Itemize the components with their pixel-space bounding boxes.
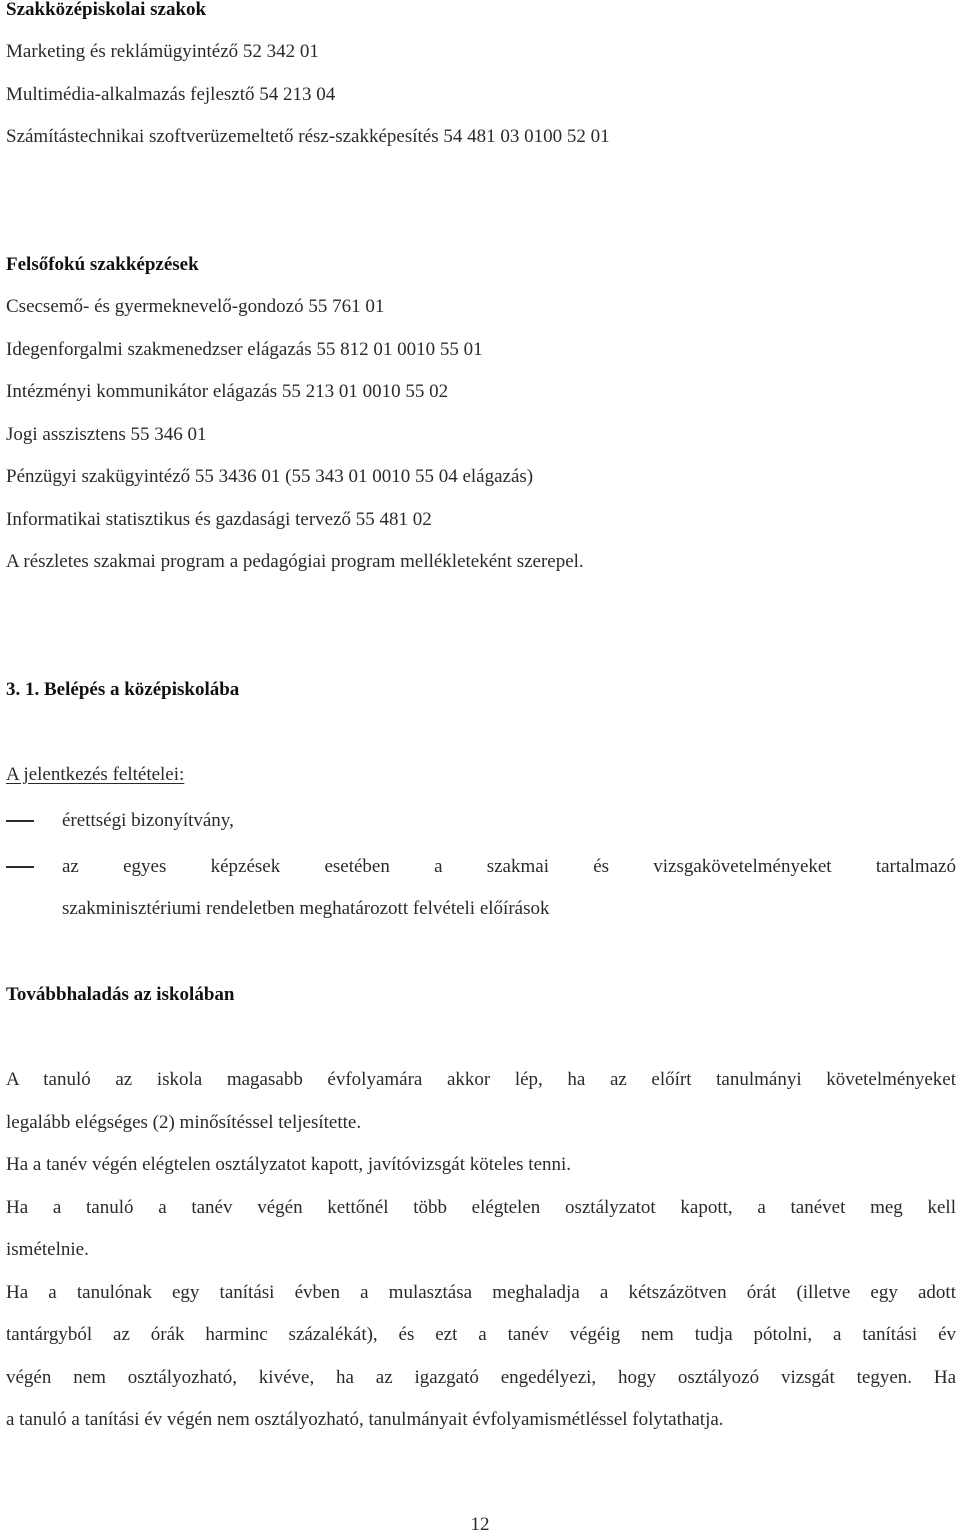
dash-bullet-icon xyxy=(6,820,34,822)
list-item: Jogi asszisztens 55 346 01 xyxy=(6,424,207,445)
list-item: Intézményi kommunikátor elágazás 55 213 01 0010 55 02 xyxy=(6,381,449,402)
list-item: Pénzügyi szakügyintéző 55 3436 01 (55 343 01 0010 55 04 elágazás) xyxy=(6,466,534,487)
paragraph-line: ismételnie. xyxy=(6,1239,89,1260)
conditions-label: A jelentkezés feltételei: xyxy=(6,764,185,785)
section-heading-higher: Felsőfokú szakképzések xyxy=(6,254,199,275)
list-item: A részletes szakmai program a pedagógiai program mellékleteként szerepel. xyxy=(6,551,584,572)
paragraph-line: A tanuló az iskola magasabb évfolyamára akkor lép, ha az előírt tanulmányi követelményeket xyxy=(6,1069,956,1090)
list-item: Multimédia-alkalmazás fejlesztő 54 213 04 xyxy=(6,84,336,105)
paragraph-line: Ha a tanulónak egy tanítási évben a mulasztása meghaladja a kétszázötven órát (illetve egy adott xyxy=(6,1282,956,1303)
paragraph-line: Ha a tanuló a tanév végén kettőnél több elégtelen osztályzatot kapott, a tanévet meg kell xyxy=(6,1197,956,1218)
section-heading-secondary: Szakközépiskolai szakok xyxy=(6,0,207,20)
list-item: Informatikai statisztikus és gazdasági tervező 55 481 02 xyxy=(6,509,432,530)
section-heading-entry: 3. 1. Belépés a középiskolába xyxy=(6,679,240,700)
paragraph-line: legalább elégséges (2) minősítéssel teljesítette. xyxy=(6,1112,362,1133)
paragraph-line: Ha a tanév végén elégtelen osztályzatot kapott, javítóvizsgát köteles tenni. xyxy=(6,1154,572,1175)
bullet-item: érettségi bizonyítvány, xyxy=(62,810,234,831)
bullet-item: az egyes képzések esetében a szakmai és vizsgakövetelményeket tartalmazó xyxy=(62,856,956,877)
paragraph-line: végén nem osztályozható, kivéve, ha az igazgató engedélyezi, hogy osztályozó vizsgát tegyen. Ha xyxy=(6,1367,956,1388)
bullet-item-continuation: szakminisztériumi rendeletben meghatározott felvételi előírások xyxy=(62,898,550,919)
paragraph-line: a tanuló a tanítási év végén nem osztályozható, tanulmányait évfolyamismétléssel folytathatja. xyxy=(6,1409,724,1430)
list-item: Számítástechnikai szoftverüzemeltető rész-szakképesítés 54 481 03 0100 52 01 xyxy=(6,126,610,147)
dash-bullet-icon xyxy=(6,866,34,868)
list-item: Csecsemő- és gyermeknevelő-gondozó 55 761 01 xyxy=(6,296,385,317)
section-heading-progress: Továbbhaladás az iskolában xyxy=(6,984,235,1005)
paragraph-line: tantárgyból az órák harminc százalékát), és ezt a tanév végéig nem tudja pótolni, a tanítási év xyxy=(6,1324,956,1345)
list-item: Idegenforgalmi szakmenedzser elágazás 55 812 01 0010 55 01 xyxy=(6,339,483,360)
list-item: Marketing és reklámügyintéző 52 342 01 xyxy=(6,41,319,62)
page-number: 12 xyxy=(470,1514,490,1535)
